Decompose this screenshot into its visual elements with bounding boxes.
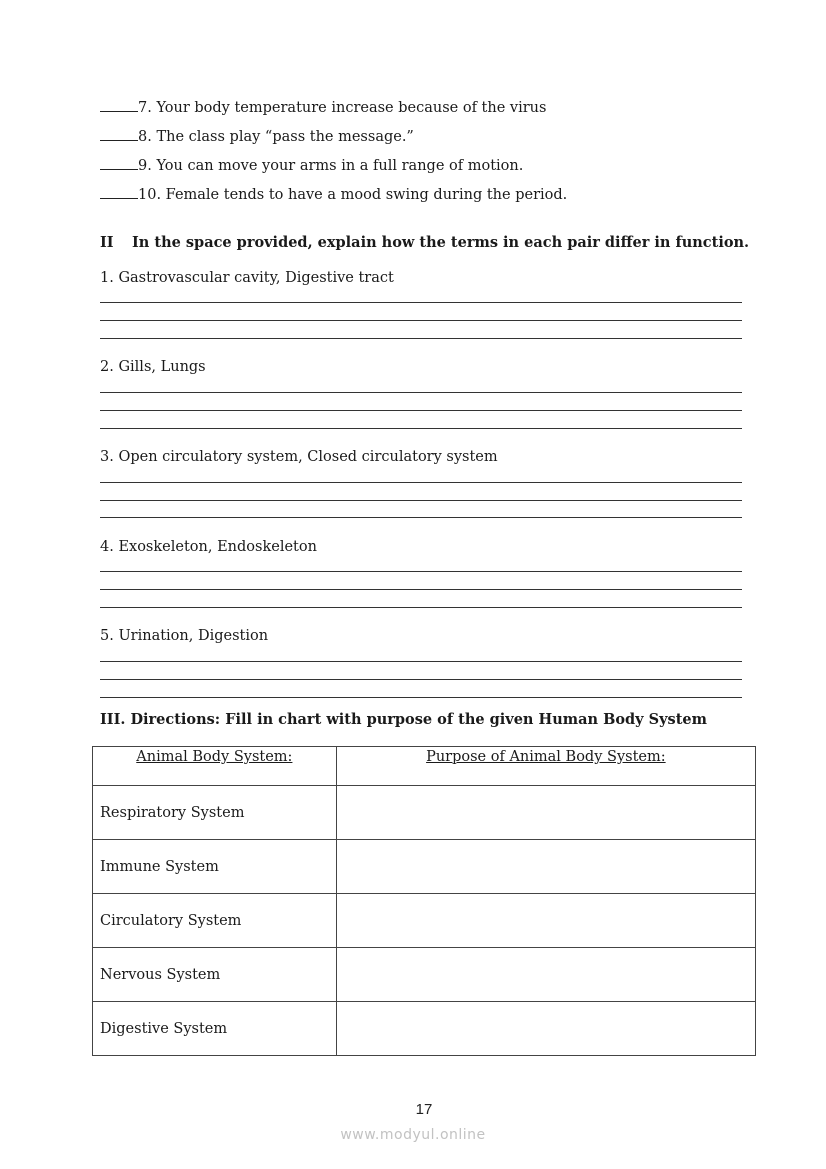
- purpose-answer-cell[interactable]: [336, 948, 755, 1002]
- answer-line[interactable]: [100, 589, 742, 590]
- system-name-cell: Respiratory System: [93, 786, 337, 840]
- question-5: 5. Urination, Digestion: [100, 628, 269, 644]
- question-3: 3. Open circulatory system, Closed circulatory system: [100, 449, 498, 465]
- body-system-chart: [92, 746, 756, 1056]
- section-heading-3: III. Directions: Fill in chart with purpose of the given Human Body System: [100, 711, 707, 728]
- answer-blank[interactable]: [100, 139, 138, 141]
- answer-line[interactable]: [100, 571, 742, 572]
- section-heading: II: [100, 234, 114, 251]
- section-instruction: In the space provided, explain how the terms in each pair differ in function.: [132, 234, 750, 251]
- system-name-cell: Digestive System: [93, 1002, 337, 1056]
- answer-blank[interactable]: [100, 110, 138, 112]
- column-header-system: Animal Body System:: [93, 747, 337, 786]
- question-1: 1. Gastrovascular cavity, Digestive tract: [100, 270, 394, 286]
- table-row: [93, 894, 756, 948]
- table-row: [93, 948, 756, 1002]
- answer-line[interactable]: [100, 661, 742, 662]
- purpose-answer-cell[interactable]: [336, 840, 755, 894]
- question-4: 4. Exoskeleton, Endoskeleton: [100, 539, 317, 555]
- answer-line[interactable]: [100, 500, 742, 501]
- purpose-answer-cell[interactable]: [336, 1002, 755, 1056]
- table-row: [93, 840, 756, 894]
- system-name-cell: Circulatory System: [93, 894, 337, 948]
- table-row: [93, 1002, 756, 1056]
- question-2: 2. Gills, Lungs: [100, 359, 206, 375]
- purpose-answer-cell[interactable]: [336, 894, 755, 948]
- table-header-row: [93, 747, 756, 786]
- column-header-purpose: Purpose of Animal Body System:: [336, 747, 755, 786]
- system-name-cell: Nervous System: [93, 948, 337, 1002]
- answer-blank[interactable]: [100, 197, 138, 199]
- answer-line[interactable]: [100, 410, 742, 411]
- list-item: 10. Female tends to have a mood swing during the period.: [100, 187, 567, 203]
- answer-line[interactable]: [100, 338, 742, 339]
- page-number: 17: [415, 1101, 433, 1118]
- list-item: 8. The class play “pass the message.”: [100, 129, 414, 145]
- answer-line[interactable]: [100, 482, 742, 483]
- list-item: 9. You can move your arms in a full range of motion.: [100, 158, 523, 174]
- answer-line[interactable]: [100, 607, 742, 608]
- list-item: 7. Your body temperature increase because of the virus: [100, 100, 546, 116]
- answer-blank[interactable]: [100, 168, 138, 170]
- watermark: www.modyul.online: [340, 1127, 486, 1143]
- system-name-cell: Immune System: [93, 840, 337, 894]
- answer-line[interactable]: [100, 517, 742, 518]
- answer-line[interactable]: [100, 320, 742, 321]
- answer-line[interactable]: [100, 392, 742, 393]
- purpose-answer-cell[interactable]: [336, 786, 755, 840]
- answer-line[interactable]: [100, 428, 742, 429]
- answer-line[interactable]: [100, 302, 742, 303]
- answer-line[interactable]: [100, 679, 742, 680]
- answer-line[interactable]: [100, 697, 742, 698]
- table-row: [93, 786, 756, 840]
